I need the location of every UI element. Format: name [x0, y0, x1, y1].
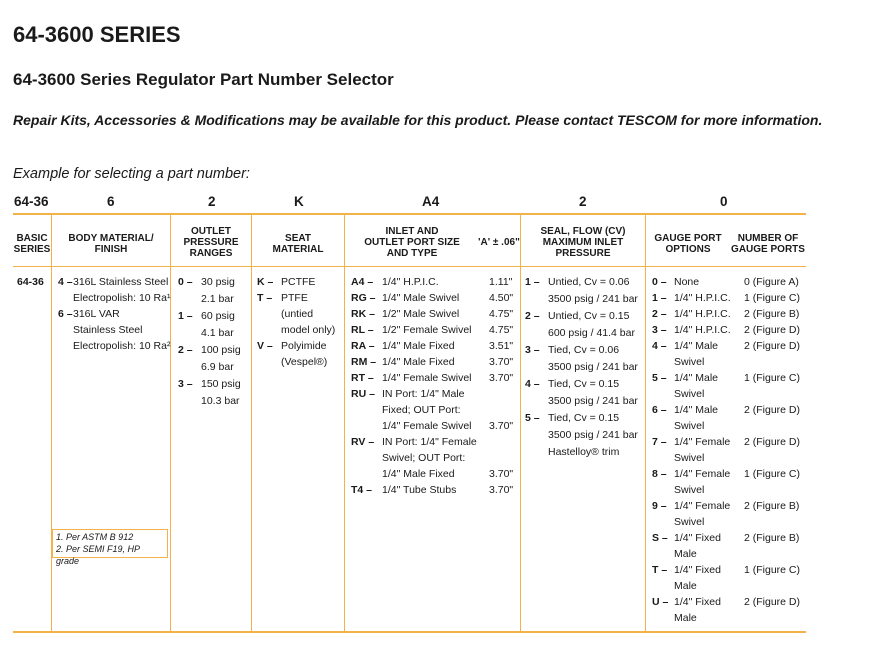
seat_material-text: (Vespel®)	[281, 356, 328, 368]
footnote-2: 2. Per SEMI F19, HP grade	[56, 544, 140, 566]
table-header-rule	[13, 266, 806, 267]
inlet_outlet-extra: 3.70"	[489, 420, 514, 432]
gauge_ports-text: Swivel	[674, 420, 705, 432]
body-material-text: Electropolish: 10 Ra¹	[73, 292, 171, 304]
gauge_ports-text: 1/4" Female	[674, 468, 731, 480]
outlet_pressure-code: 3 –	[178, 378, 193, 390]
gauge_ports-text: Swivel	[674, 356, 705, 368]
header-a-dimension: 'A' ± .06"	[478, 237, 520, 248]
outlet_pressure-code: 1 –	[178, 310, 193, 322]
outlet_pressure-text: 10.3 bar	[201, 395, 240, 407]
inlet_outlet-code: RV –	[351, 436, 375, 448]
inlet_outlet-extra: 3.70"	[489, 468, 514, 480]
inlet_outlet-code: RL –	[351, 324, 374, 336]
inlet_outlet-text: IN Port: 1/4" Male	[382, 388, 465, 400]
seat_material-text: (untied	[281, 308, 314, 320]
inlet_outlet-code: RA –	[351, 340, 375, 352]
seat_material-text: Polyimide	[281, 340, 327, 352]
gauge_ports-text: Swivel	[674, 516, 705, 528]
gauge_ports-text: Swivel	[674, 452, 705, 464]
gauge_ports-extra: 0 (Figure A)	[744, 276, 799, 288]
inlet_outlet-text: 1/2" Male Swivel	[382, 308, 460, 320]
gauge_ports-extra: 2 (Figure D)	[744, 404, 801, 416]
outlet_pressure-text: 6.9 bar	[201, 361, 234, 373]
outlet_pressure-text: 60 psig	[201, 310, 235, 322]
header-seal-flow: SEAL, FLOW (CV) MAXIMUM INLET PRESSURE	[540, 226, 626, 259]
inlet_outlet-text: IN Port: 1/4" Female	[382, 436, 477, 448]
page-subtitle: 64-3600 Series Regulator Part Number Selector	[13, 70, 394, 89]
seal_flow-code: 2 –	[525, 310, 540, 322]
gauge_ports-text: 1/4" Male	[674, 340, 718, 352]
seal_flow-text: 600 psig / 41.4 bar	[548, 327, 635, 339]
gauge_ports-code: 7 –	[652, 436, 667, 448]
seal_flow-text: 3500 psig / 241 bar	[548, 429, 638, 441]
example-gauge-port: 0	[720, 194, 728, 209]
footnote-1: 1. Per ASTM B 912	[56, 532, 134, 542]
example-seal-flow: 2	[579, 194, 587, 209]
example-label: Example for selecting a part number:	[13, 166, 250, 182]
gauge_ports-text: 1/4" Fixed	[674, 532, 721, 544]
gauge_ports-text: 1/4" Female	[674, 436, 731, 448]
example-seat-material: K	[294, 194, 304, 209]
header-outlet-pressure: OUTLET PRESSURE RANGES	[183, 226, 239, 259]
gauge_ports-text: Male	[674, 548, 697, 560]
gauge_ports-code: 1 –	[652, 292, 667, 304]
header-body-material: BODY MATERIAL/ FINISH	[68, 233, 154, 255]
example-body-material: 6	[107, 194, 115, 209]
example-inlet-outlet: A4	[422, 194, 440, 209]
col-divider	[51, 215, 52, 632]
gauge_ports-extra: 2 (Figure B)	[744, 500, 800, 512]
inlet_outlet-extra: 3.70"	[489, 356, 514, 368]
outlet_pressure-code: 2 –	[178, 344, 193, 356]
outlet_pressure-text: 2.1 bar	[201, 293, 234, 305]
gauge_ports-text: 1/4" H.P.I.C.	[674, 308, 731, 320]
gauge_ports-extra: 2 (Figure D)	[744, 340, 801, 352]
body-material-code: 4 –	[58, 276, 73, 288]
inlet_outlet-code: T4 –	[351, 484, 373, 496]
inlet_outlet-extra: 3.70"	[489, 372, 514, 384]
seal_flow-code: 4 –	[525, 378, 540, 390]
seal_flow-text: Hastelloy® trim	[548, 446, 620, 458]
gauge_ports-extra: 2 (Figure B)	[744, 308, 800, 320]
gauge_ports-extra: 1 (Figure C)	[744, 468, 801, 480]
gauge_ports-code: 4 –	[652, 340, 667, 352]
header-number-gauge-ports: NUMBER OF GAUGE PORTS	[731, 233, 805, 255]
gauge_ports-extra: 2 (Figure B)	[744, 532, 800, 544]
footnote-box	[52, 529, 168, 566]
seal_flow-text: 3500 psig / 241 bar	[548, 293, 638, 305]
gauge_ports-code: U –	[652, 596, 669, 608]
seal_flow-text: Tied, Cv = 0.15	[548, 378, 620, 390]
body-material-code: 6 –	[58, 308, 73, 320]
seal_flow-text: 3500 psig / 241 bar	[548, 395, 638, 407]
body-material-text: Electropolish: 10 Ra²	[73, 340, 171, 352]
example-outlet-pressure: 2	[208, 194, 216, 209]
inlet_outlet-text: 1/4" Male Fixed	[382, 340, 455, 352]
basic-series-value: 64-36	[17, 276, 44, 288]
inlet_outlet-text: 1/4" Male Swivel	[382, 292, 460, 304]
gauge_ports-extra: 1 (Figure C)	[744, 292, 801, 304]
seal_flow-code: 1 –	[525, 276, 540, 288]
seal_flow-code: 3 –	[525, 344, 540, 356]
body-material-text: Stainless Steel	[73, 324, 143, 336]
gauge_ports-text: 1/4" Male	[674, 404, 718, 416]
gauge_ports-extra: 1 (Figure C)	[744, 372, 801, 384]
outlet_pressure-text: 150 psig	[201, 378, 241, 390]
gauge_ports-code: T –	[652, 564, 668, 576]
col-divider	[170, 215, 171, 632]
seat_material-text: PTFE	[281, 292, 308, 304]
header-seat-material: SEAT MATERIAL	[272, 233, 324, 255]
inlet_outlet-code: A4 –	[351, 276, 374, 288]
header-gauge-port: GAUGE PORT OPTIONS	[654, 233, 722, 255]
inlet_outlet-text: 1/4" Female Swivel	[382, 420, 472, 432]
gauge_ports-text: 1/4" H.P.I.C.	[674, 292, 731, 304]
col-divider	[520, 215, 521, 632]
gauge_ports-extra: 1 (Figure C)	[744, 564, 801, 576]
gauge_ports-text: Swivel	[674, 484, 705, 496]
gauge_ports-code: 2 –	[652, 308, 667, 320]
page-title: 64-3600 SERIES	[13, 22, 181, 47]
body-material-text: 316L VAR	[73, 308, 120, 320]
seat_material-text: model only)	[281, 324, 336, 336]
gauge_ports-code: 3 –	[652, 324, 667, 336]
inlet_outlet-text: 1/4" H.P.I.C.	[382, 276, 439, 288]
gauge_ports-code: 9 –	[652, 500, 667, 512]
seat_material-text: PCTFE	[281, 276, 316, 288]
table-top-rule	[13, 213, 806, 215]
inlet_outlet-extra: 1.11"	[489, 276, 513, 288]
seal_flow-text: Untied, Cv = 0.15	[548, 310, 630, 322]
inlet_outlet-text: 1/4" Tube Stubs	[382, 484, 457, 496]
gauge_ports-code: 5 –	[652, 372, 667, 384]
gauge_ports-text: 1/4" H.P.I.C.	[674, 324, 731, 336]
inlet_outlet-code: RU –	[351, 388, 375, 400]
seal_flow-text: Tied, Cv = 0.06	[548, 344, 620, 356]
gauge_ports-extra: 2 (Figure D)	[744, 324, 801, 336]
seal_flow-text: 3500 psig / 241 bar	[548, 361, 638, 373]
gauge_ports-code: 0 –	[652, 276, 667, 288]
inlet_outlet-text: 1/4" Female Swivel	[382, 372, 472, 384]
gauge_ports-text: None	[674, 276, 700, 288]
inlet_outlet-extra: 4.50"	[489, 292, 514, 304]
inlet_outlet-code: RG –	[351, 292, 376, 304]
gauge_ports-code: S –	[652, 532, 668, 544]
outlet_pressure-text: 4.1 bar	[201, 327, 234, 339]
gauge_ports-code: 8 –	[652, 468, 667, 480]
gauge_ports-code: 6 –	[652, 404, 667, 416]
inlet_outlet-extra: 3.70"	[489, 484, 514, 496]
example-basic-series: 64-36	[14, 194, 49, 209]
table-bottom-rule	[13, 631, 806, 633]
seat_material-code: T –	[257, 292, 273, 304]
inlet_outlet-code: RT –	[351, 372, 374, 384]
inlet_outlet-code: RM –	[351, 356, 377, 368]
outlet_pressure-code: 0 –	[178, 276, 193, 288]
gauge_ports-text: Male	[674, 580, 697, 592]
inlet_outlet-extra: 4.75"	[489, 308, 514, 320]
seal_flow-text: Tied, Cv = 0.15	[548, 412, 620, 424]
gauge_ports-text: 1/4" Fixed	[674, 564, 721, 576]
seat_material-code: K –	[257, 276, 274, 288]
seat_material-code: V –	[257, 340, 273, 352]
inlet_outlet-text: 1/4" Male Fixed	[382, 468, 455, 480]
gauge_ports-extra: 2 (Figure D)	[744, 436, 801, 448]
inlet_outlet-text: Swivel; OUT Port:	[382, 452, 466, 464]
gauge_ports-text: Swivel	[674, 388, 705, 400]
gauge_ports-text: 1/4" Fixed	[674, 596, 721, 608]
col-divider	[344, 215, 345, 632]
header-inlet-outlet: INLET AND OUTLET PORT SIZE AND TYPE	[364, 226, 460, 259]
inlet_outlet-code: RK –	[351, 308, 375, 320]
body-material-text: 316L Stainless Steel	[73, 276, 169, 288]
header-basic-series: BASIC SERIES	[13, 233, 51, 255]
inlet_outlet-extra: 4.75"	[489, 324, 514, 336]
outlet_pressure-text: 30 psig	[201, 276, 235, 288]
seal_flow-text: Untied, Cv = 0.06	[548, 276, 630, 288]
gauge_ports-text: 1/4" Female	[674, 500, 731, 512]
gauge_ports-extra: 2 (Figure D)	[744, 596, 801, 608]
seal_flow-code: 5 –	[525, 412, 540, 424]
inlet_outlet-extra: 3.51"	[489, 340, 514, 352]
repair-kits-note: Repair Kits, Accessories & Modifications may be available for this product. Please contact TESCOM for more information.	[13, 112, 823, 128]
gauge_ports-text: 1/4" Male	[674, 372, 718, 384]
inlet_outlet-text: 1/2" Female Swivel	[382, 324, 472, 336]
gauge_ports-text: Male	[674, 612, 697, 624]
inlet_outlet-text: 1/4" Male Fixed	[382, 356, 455, 368]
inlet_outlet-text: Fixed; OUT Port:	[382, 404, 461, 416]
col-divider	[645, 215, 646, 632]
col-divider	[251, 215, 252, 632]
outlet_pressure-text: 100 psig	[201, 344, 241, 356]
